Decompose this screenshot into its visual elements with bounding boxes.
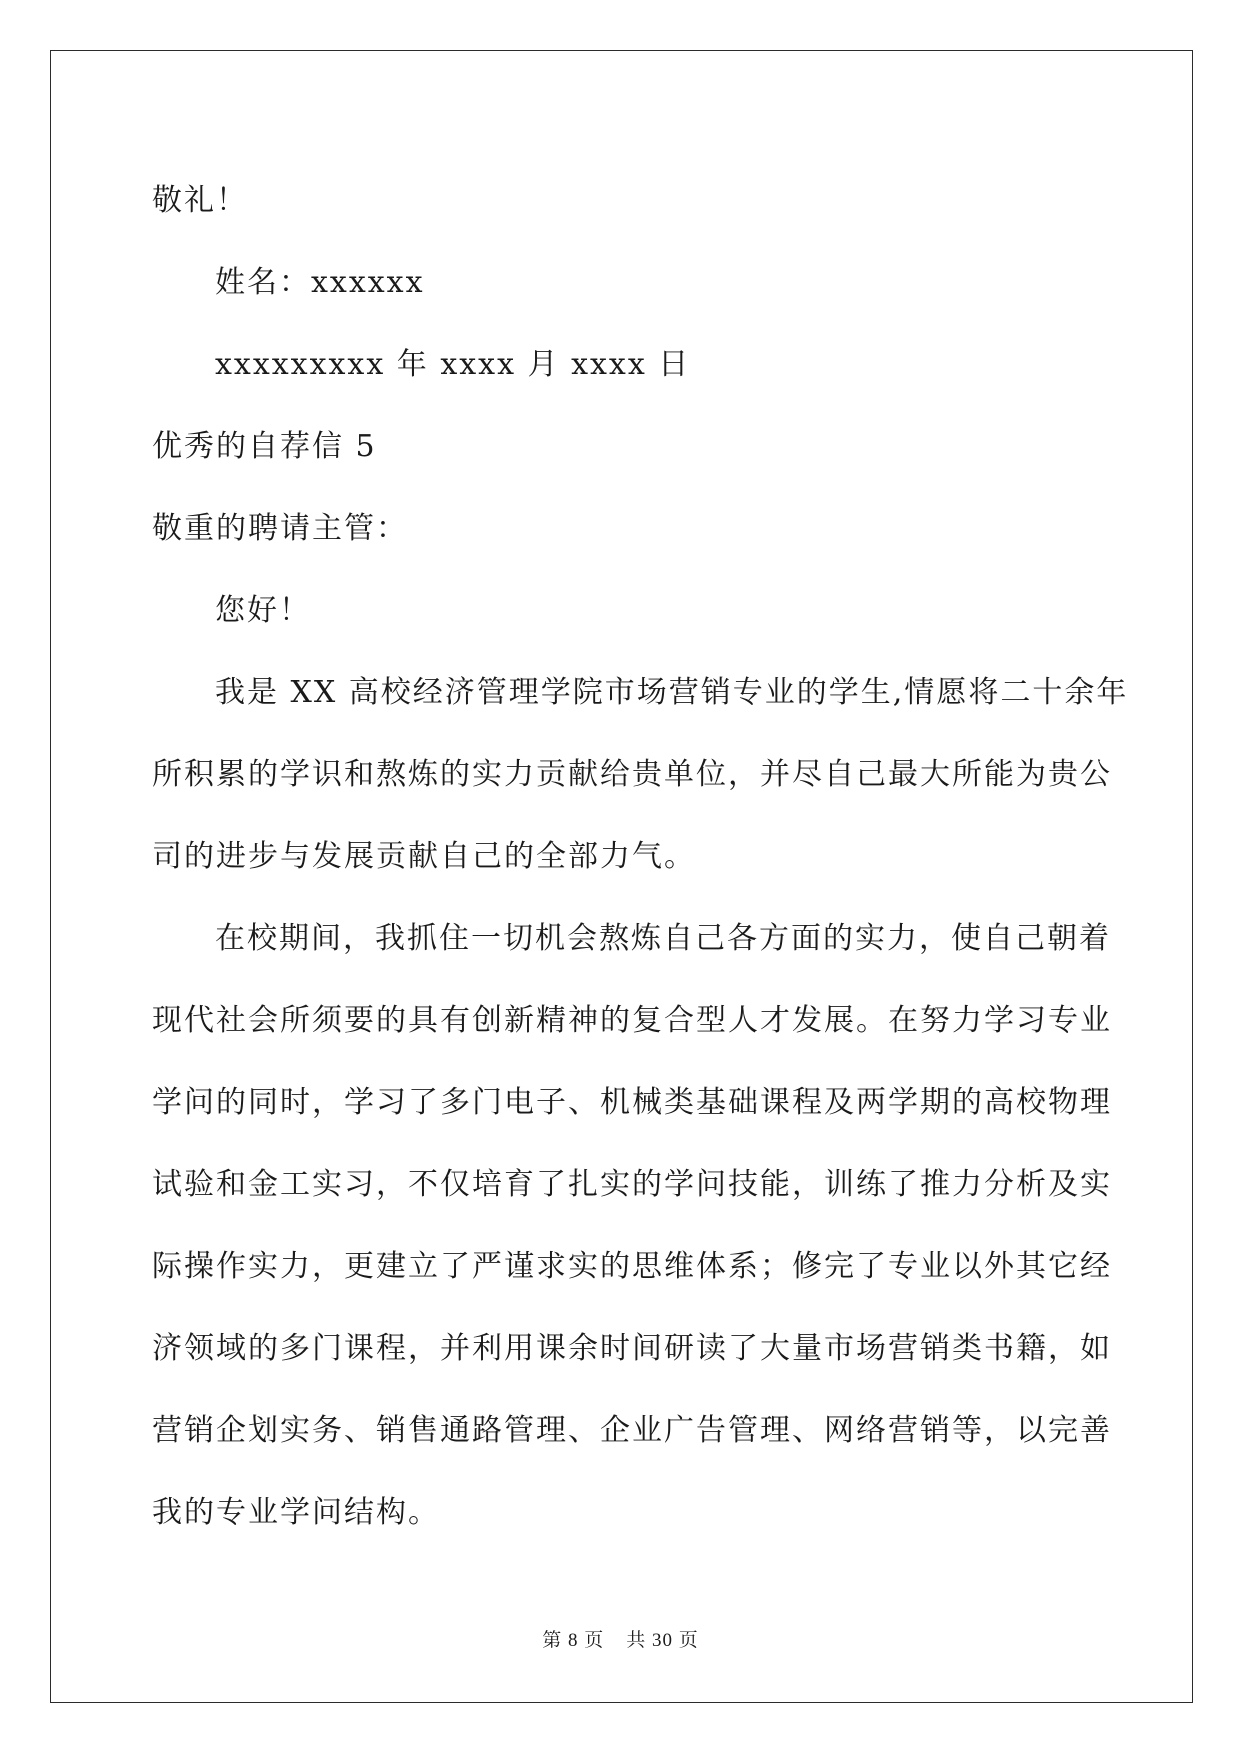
paragraph-line: 际操作实力，更建立了严谨求实的思维体系；修完了专业以外其它经 <box>152 1249 1112 1284</box>
paragraph-line: 司的进步与发展贡献自己的全部力气。 <box>152 839 696 874</box>
closing-text: 敬礼！ <box>152 183 248 218</box>
letter-body <box>152 160 1129 1554</box>
paragraph-line: 所积累的学识和熬炼的实力贡献给贵单位，并尽自己最大所能为贵公 <box>152 757 1112 792</box>
page-number-current: 第 8 页 <box>542 1630 605 1651</box>
paragraph-line: 济领域的多门课程，并利用课余时间研读了大量市场营销类书籍，如 <box>152 1331 1112 1366</box>
salutation: 敬重的聘请主管： <box>152 511 408 546</box>
paragraph-line: 营销企划实务、销售通路管理、企业广告管理、网络营销等，以完善 <box>152 1413 1112 1448</box>
page-number-total: 共 30 页 <box>626 1630 699 1651</box>
paragraph-intro <box>152 652 1129 898</box>
paragraph-study <box>152 898 1112 1554</box>
signature-date: xxxxxxxxx 年 xxxx 月 xxxx 日 <box>215 347 691 382</box>
paragraph-line: 学问的同时，学习了多门电子、机械类基础课程及两学期的高校物理 <box>152 1085 1112 1120</box>
greeting: 您好！ <box>215 593 311 628</box>
section-title: 优秀的自荐信 5 <box>152 429 377 464</box>
paragraph-line: 试验和金工实习，不仅培育了扎实的学问技能，训练了推力分析及实 <box>152 1167 1112 1202</box>
paragraph-line: 现代社会所须要的具有创新精神的复合型人才发展。在努力学习专业 <box>152 1003 1112 1038</box>
paragraph-line: 我是 XX 高校经济管理学院市场营销专业的学生,情愿将二十余年 <box>215 675 1129 710</box>
page-footer <box>0 1625 1241 1652</box>
paragraph-line: 我的专业学问结构。 <box>152 1495 440 1530</box>
signature-name: 姓名：xxxxxx <box>215 265 425 300</box>
paragraph-line: 在校期间，我抓住一切机会熬炼自己各方面的实力，使自己朝着 <box>215 921 1111 956</box>
